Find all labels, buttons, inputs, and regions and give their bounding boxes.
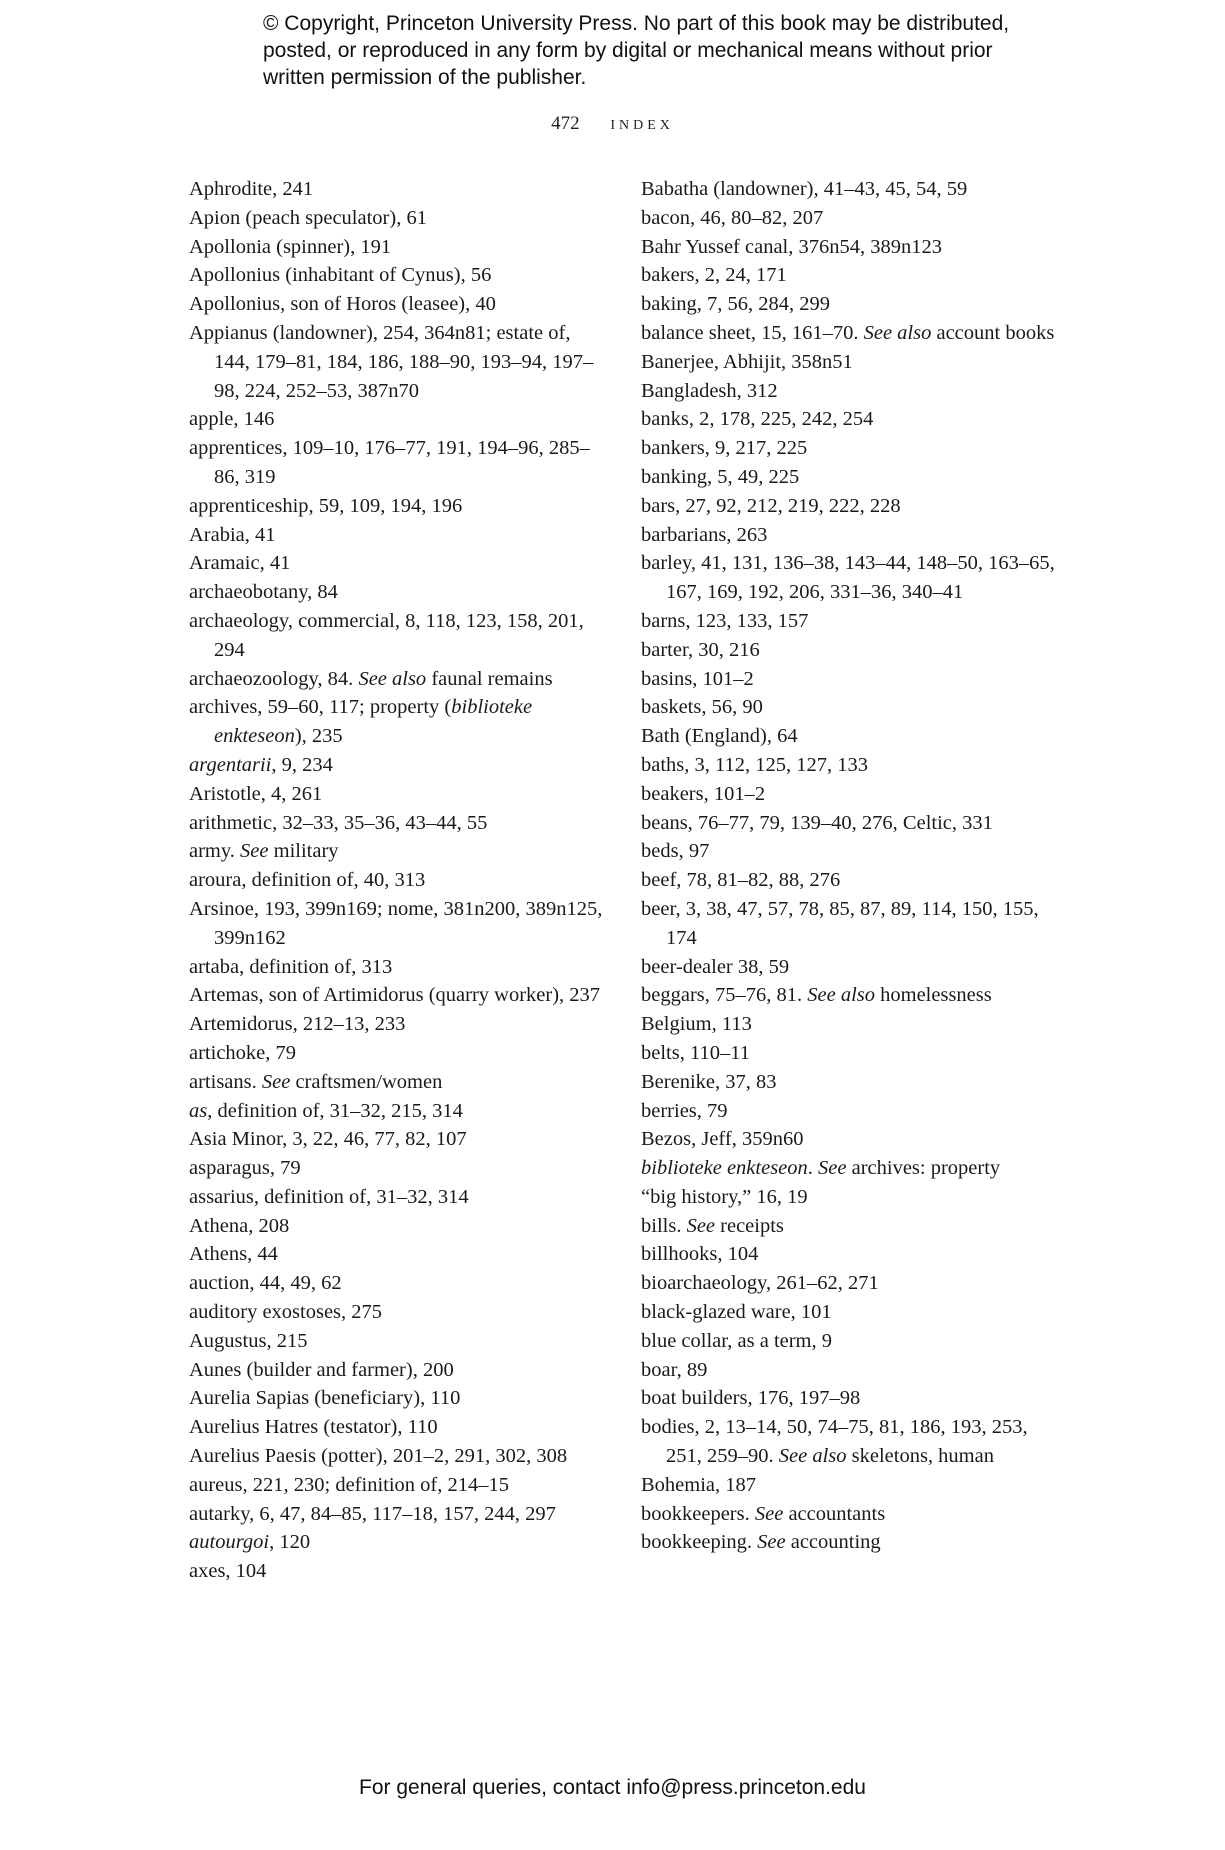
index-entry-text: Aphrodite, 241 [189, 178, 314, 200]
index-entry-text: boar, 89 [641, 1358, 708, 1381]
index-entry [641, 233, 1061, 262]
index-entry [189, 1356, 609, 1385]
index-entry-text: faunal remains [426, 667, 553, 690]
index-entry-italic: See [754, 1502, 784, 1525]
index-entry [189, 665, 609, 694]
index-entry-italic: biblioteke enkteseon [641, 1157, 808, 1180]
index-entry [641, 895, 1061, 953]
index-entry [641, 809, 1061, 838]
index-entry-text: bodies, 2, 13–14, 50, 74–75, 81, 186, 193, 253, 251, 259–90. [641, 1416, 1028, 1468]
index-entry-text: Athena, 208 [189, 1214, 290, 1237]
index-entry [641, 665, 1061, 694]
index-entry [641, 1097, 1061, 1126]
index-entry-text: apprenticeship, 59, 109, 194, 196 [189, 494, 463, 517]
index-entry-text: craftsmen/women [290, 1070, 443, 1093]
index-entry-text: barter, 30, 216 [641, 638, 760, 661]
index-entry [189, 751, 609, 780]
index-entry-text: Artemas, son of Artimidorus (quarry worker), 237 [189, 984, 601, 1007]
index-entry-text: barbarians, 263 [641, 523, 768, 546]
index-entry [641, 866, 1061, 895]
index-entry-text: archaeology, commercial, 8, 118, 123, 158, 201, 294 [189, 609, 584, 661]
index-entry-text: Banerjee, Abhijit, 358n51 [641, 350, 853, 373]
index-entry-text: Artemidorus, 212–13, 233 [189, 1013, 406, 1036]
index-entry [189, 549, 609, 578]
index-entry-text: baskets, 56, 90 [641, 696, 763, 719]
index-entry [641, 837, 1061, 866]
index-entry [641, 1356, 1061, 1385]
index-entry-italic: See also [863, 321, 932, 344]
index-entry [189, 204, 609, 233]
index-entry [641, 1327, 1061, 1356]
index-entry-text: Aristotle, 4, 261 [189, 782, 323, 805]
index-entry [641, 751, 1061, 780]
index-entry-text: Aurelia Sapias (beneficiary), 110 [189, 1387, 461, 1410]
index-entry-text: beer, 3, 38, 47, 57, 78, 85, 87, 89, 114, 150, 155, 174 [641, 897, 1039, 949]
index-entry [641, 1413, 1061, 1471]
index-entry-text: apple, 146 [189, 408, 275, 431]
index-entry-text: axes, 104 [189, 1560, 267, 1583]
index-entry-text: aroura, definition of, 40, 313 [189, 869, 426, 892]
index-entry [641, 780, 1061, 809]
index-entry-italic: See [757, 1531, 786, 1554]
index-entry [189, 1327, 609, 1356]
index-entry-text: beef, 78, 81–82, 88, 276 [641, 869, 841, 892]
index-entry-text: Appianus (landowner), 254, 364n81; estate of, 144, 179–81, 184, 186, 188–90, 193–94, 197–98, 224, 252–53, 387n70 [189, 321, 594, 402]
index-entry [189, 866, 609, 895]
index-entry [189, 809, 609, 838]
index-entry-text: Asia Minor, 3, 22, 46, 77, 82, 107 [189, 1128, 467, 1151]
index-entry [641, 319, 1061, 348]
index-entry [641, 175, 1061, 204]
index-entry-text: barns, 123, 133, 157 [641, 609, 809, 632]
index-entry [189, 1500, 609, 1529]
index-column-left [189, 175, 609, 1586]
index-entry [189, 1154, 609, 1183]
index-entry [641, 492, 1061, 521]
index-entry-text: Bezos, Jeff, 359n60 [641, 1128, 804, 1151]
index-entry [641, 693, 1061, 722]
index-entry [641, 348, 1061, 377]
index-entry-text: bankers, 9, 217, 225 [641, 437, 808, 460]
index-entry [189, 1068, 609, 1097]
index-entry-italic: See [240, 840, 269, 863]
index-entry-italic: biblioteke enkteseon [214, 696, 533, 748]
index-entry-text: banks, 2, 178, 225, 242, 254 [641, 408, 874, 431]
index-entry [641, 1269, 1061, 1298]
index-entry [641, 1298, 1061, 1327]
index-entry-text: arithmetic, 32–33, 35–36, 43–44, 55 [189, 811, 488, 834]
index-entry [189, 953, 609, 982]
index-entry [641, 953, 1061, 982]
index-entry-text: balance sheet, 15, 161–70. [641, 321, 864, 344]
index-entry-text: auditory exostoses, 275 [189, 1301, 383, 1324]
index-entry-text: billhooks, 104 [641, 1243, 759, 1266]
index-entry-text: archaeobotany, 84 [189, 581, 338, 604]
index-entry [189, 434, 609, 492]
index-entry [641, 1068, 1061, 1097]
index-entry-text: military [268, 840, 339, 863]
index-entry-text: artichoke, 79 [189, 1041, 297, 1064]
index-entry-text: artaba, definition of, 313 [189, 955, 393, 978]
index-entry [189, 981, 609, 1010]
index-entry-text: Aurelius Hatres (testator), 110 [189, 1416, 438, 1439]
index-entry [189, 780, 609, 809]
index-entry [641, 549, 1061, 607]
index-entry-text: black-glazed ware, 101 [641, 1301, 832, 1324]
index-entry-text: Berenike, 37, 83 [641, 1070, 777, 1093]
index-entry-italic: as [189, 1099, 208, 1122]
index-entry [189, 1183, 609, 1212]
index-entry-text: archaeozoology, 84. [189, 667, 359, 690]
index-entry [189, 1298, 609, 1327]
index-entry-text: bars, 27, 92, 212, 219, 222, 228 [641, 494, 901, 517]
index-entry [641, 405, 1061, 434]
index-entry-text: beans, 76–77, 79, 139–40, 276, Celtic, 331 [641, 811, 993, 834]
index-entry-text: archives, 59–60, 117; property ( [189, 696, 452, 719]
index-entry-text: Babatha (landowner), 41–43, 45, 54, 59 [641, 178, 968, 200]
index-entry-text: basins, 101–2 [641, 667, 754, 690]
index-entry [189, 1413, 609, 1442]
index-entry [189, 1269, 609, 1298]
index-entry-text: aureus, 221, 230; definition of, 214–15 [189, 1473, 509, 1496]
index-entry [189, 1528, 609, 1557]
index-column-right [641, 175, 1061, 1557]
index-entry-text: , 120 [269, 1531, 311, 1554]
index-entry [189, 405, 609, 434]
index-entry [189, 1010, 609, 1039]
index-entry-text: bioarchaeology, 261–62, 271 [641, 1272, 879, 1295]
index-entry-text: , definition of, 31–32, 215, 314 [207, 1099, 463, 1122]
index-entry-text: skeletons, human [846, 1445, 994, 1468]
index-entry [641, 1240, 1061, 1269]
index-entry [641, 377, 1061, 406]
index-entry [641, 1154, 1061, 1183]
index-entry-text: Augustus, 215 [189, 1329, 308, 1352]
index-entry-text: accountants [783, 1502, 886, 1525]
index-entry-text: accounting [785, 1531, 881, 1554]
index-entry [189, 319, 609, 405]
index-entry-text: baths, 3, 112, 125, 127, 133 [641, 753, 869, 776]
index-entry [641, 434, 1061, 463]
index-entry-text: Apollonius, son of Horos (leasee), 40 [189, 293, 496, 316]
index-entry-text: Arsinoe, 193, 399n169; nome, 381n200, 389n125, 399n162 [189, 897, 603, 949]
index-entry [641, 261, 1061, 290]
index-entry-text: blue collar, as a term, 9 [641, 1329, 833, 1352]
index-entry-text: homelessness [875, 984, 992, 1007]
index-entry-text: Bath (England), 64 [641, 725, 798, 748]
index-entry [641, 636, 1061, 665]
index-entry-text: berries, 79 [641, 1099, 728, 1122]
index-entry-text: beakers, 101–2 [641, 782, 766, 805]
index-entry-text: bacon, 46, 80–82, 207 [641, 206, 824, 229]
index-entry [641, 1212, 1061, 1241]
index-entry-text: Aunes (builder and farmer), 200 [189, 1358, 454, 1381]
index-entry-italic: See also [778, 1445, 847, 1468]
index-entry [641, 607, 1061, 636]
index-entry [641, 1500, 1061, 1529]
index-entry-text: assarius, definition of, 31–32, 314 [189, 1185, 469, 1208]
section-title: index [610, 112, 674, 134]
index-entry-text: Apollonius (inhabitant of Cynus), 56 [189, 264, 492, 287]
index-entry-text: Apollonia (spinner), 191 [189, 235, 392, 258]
index-entry [189, 290, 609, 319]
index-entry-text: ), 235 [294, 725, 343, 748]
index-entry-italic: See [261, 1070, 291, 1093]
index-entry [189, 1240, 609, 1269]
index-entry [189, 607, 609, 665]
index-entry-italic: See also [358, 667, 427, 690]
index-entry [189, 895, 609, 953]
index-entry-text: autarky, 6, 47, 84–85, 117–18, 157, 244, 297 [189, 1502, 556, 1525]
index-entry-text: , 9, 234 [271, 753, 333, 776]
index-entry-text: army. [189, 840, 241, 863]
index-entry [189, 1557, 609, 1586]
index-entry-text: auction, 44, 49, 62 [189, 1272, 342, 1295]
index-entry [641, 1471, 1061, 1500]
index-entry [641, 981, 1061, 1010]
index-entry-text: artisans. [189, 1070, 262, 1093]
index-entry-italic: See also [807, 984, 876, 1007]
contact-footer: For general queries, contact info@press.princeton.edu [359, 1776, 866, 1799]
index-entry [189, 1384, 609, 1413]
index-entry-text: Aurelius Paesis (potter), 201–2, 291, 302, 308 [189, 1445, 568, 1468]
page-number: 472 [551, 113, 580, 134]
index-entry-text: Aramaic, 41 [189, 552, 291, 575]
index-entry [189, 837, 609, 866]
index-entry [641, 1010, 1061, 1039]
index-entry [189, 521, 609, 550]
index-entry [641, 1384, 1061, 1413]
index-entry [189, 1212, 609, 1241]
index-entry-text: belts, 110–11 [641, 1041, 750, 1064]
index-entry-text: boat builders, 176, 197–98 [641, 1387, 861, 1410]
index-entry-text: beggars, 75–76, 81. [641, 984, 808, 1007]
index-entry [189, 261, 609, 290]
index-entry [189, 1125, 609, 1154]
running-head [0, 112, 1225, 135]
index-entry-text: beds, 97 [641, 840, 710, 863]
index-entry [189, 492, 609, 521]
index-entry [189, 693, 609, 751]
index-entry-text: barley, 41, 131, 136–38, 143–44, 148–50, 163–65, 167, 169, 192, 206, 331–36, 340–41 [641, 552, 1055, 604]
index-entry [641, 463, 1061, 492]
index-entry-text: Bangladesh, 312 [641, 379, 778, 402]
index-entry-italic: See [686, 1214, 716, 1237]
index-entry [641, 204, 1061, 233]
index-entry-text: Arabia, 41 [189, 523, 276, 546]
index-entry-text: “big history,” 16, 19 [641, 1185, 808, 1208]
index-entry [189, 1039, 609, 1068]
index-entry-italic: argentarii [189, 753, 272, 776]
index-entry [641, 521, 1061, 550]
index-entry-text: receipts [715, 1214, 784, 1237]
index-entry [189, 1471, 609, 1500]
index-entry [189, 233, 609, 262]
index-entry [189, 578, 609, 607]
index-entry-text: baking, 7, 56, 284, 299 [641, 293, 831, 316]
index-entry-text: archives: property [846, 1157, 1001, 1180]
index-entry-text: Apion (peach speculator), 61 [189, 206, 427, 229]
index-entry-text: . [807, 1157, 819, 1180]
index-entry [641, 722, 1061, 751]
index-entry-text: Athens, 44 [189, 1243, 278, 1266]
index-entry-text: banking, 5, 49, 225 [641, 465, 800, 488]
index-entry-text: bookkeeping. [641, 1531, 758, 1554]
index-entry-text: Belgium, 113 [641, 1013, 752, 1036]
index-entry-text: account books [931, 321, 1055, 344]
index-entry-text: bills. [641, 1214, 687, 1237]
index-entry [641, 290, 1061, 319]
index-entry [641, 1039, 1061, 1068]
index-entry-text: bookkeepers. [641, 1502, 755, 1525]
index-entry [641, 1528, 1061, 1557]
copyright-notice: © Copyright, Princeton University Press. No part of this book may be distributed, posted, or reproduced in any form by digital or mechanical means without prior written permission of the publisher. [263, 12, 1010, 89]
index-entry-italic: See [818, 1157, 847, 1180]
index-entry-text: asparagus, 79 [189, 1157, 301, 1180]
index-entry-text: Bohemia, 187 [641, 1473, 757, 1496]
index-entry [189, 1097, 609, 1126]
index-entry [641, 1183, 1061, 1212]
index-entry [641, 1125, 1061, 1154]
index-entry [189, 175, 609, 204]
index-entry-text: apprentices, 109–10, 176–77, 191, 194–96, 285–86, 319 [189, 437, 590, 488]
index-entry-italic: autourgoi [189, 1531, 270, 1554]
index-entry-text: Bahr Yussef canal, 376n54, 389n123 [641, 235, 942, 258]
index-entry [189, 1442, 609, 1471]
index-entry-text: bakers, 2, 24, 171 [641, 264, 787, 287]
index-entry-text: beer-dealer 38, 59 [641, 955, 790, 978]
